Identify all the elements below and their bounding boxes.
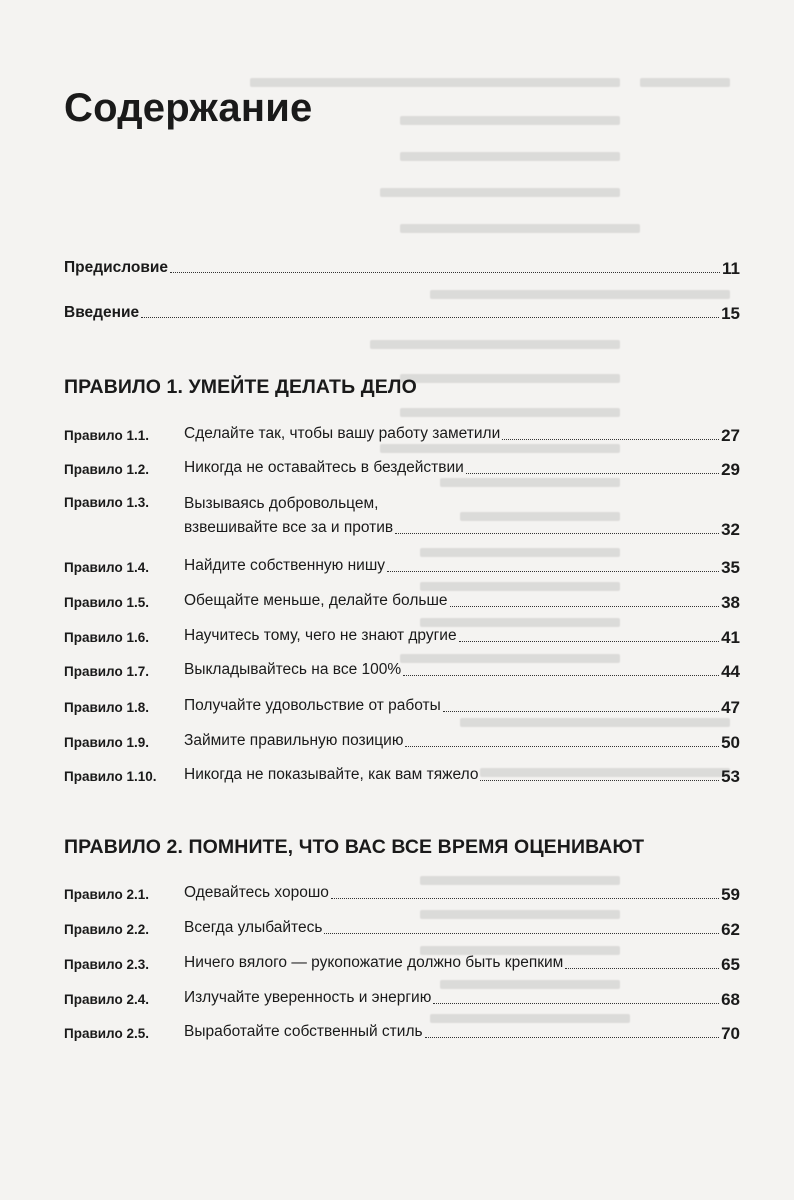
toc-entry-rule-1-8[interactable] [64, 696, 740, 716]
toc-entry-introduction[interactable] [64, 304, 740, 322]
toc-entry-rule-2-1[interactable] [64, 883, 740, 903]
rule-label: Правило 1.3. [64, 495, 149, 510]
entry-title: Научитесь тому, чего не знают другие [184, 627, 457, 644]
rule-label: Правило 1.7. [64, 663, 149, 679]
toc-entry-rule-1-5[interactable] [64, 591, 740, 611]
entry-title: Выработайте собственный стиль [184, 1023, 423, 1040]
entry-title: Введение [64, 304, 140, 321]
page-number: 11 [722, 259, 740, 278]
entry-title: Обещайте меньше, делайте больше [184, 592, 448, 609]
dot-leader [466, 473, 719, 474]
rule-label: Правило 1.1. [64, 427, 149, 443]
dot-leader [480, 780, 719, 781]
toc-entry-rule-1-2[interactable] [64, 458, 740, 478]
entry-title-line-1: Вызываясь добровольцем, [184, 495, 379, 512]
page-number: 15 [721, 304, 740, 323]
dot-leader [170, 272, 720, 273]
page-number: 68 [721, 990, 740, 1010]
rule-label: Правило 1.10. [64, 768, 157, 784]
dot-leader [565, 968, 719, 969]
dot-leader [443, 711, 719, 712]
dot-leader [331, 898, 719, 899]
section-heading-rule-2: ПРАВИЛО 2. ПОМНИТЕ, ЧТО ВАС ВСЕ ВРЕМЯ ОЦЕНИВАЮТ [64, 836, 645, 858]
entry-title: Всегда улыбайтесь [184, 919, 323, 936]
section-heading-rule-1: ПРАВИЛО 1. УМЕЙТЕ ДЕЛАТЬ ДЕЛО [64, 376, 417, 398]
toc-entry-rule-1-3[interactable] [64, 494, 740, 538]
entry-title: Займите правильную позицию [184, 732, 404, 749]
dot-leader [324, 933, 719, 934]
toc-entry-rule-2-3[interactable] [64, 953, 740, 973]
toc-entry-rule-1-4[interactable] [64, 556, 740, 576]
rule-label: Правило 1.8. [64, 699, 149, 715]
rule-label: Правило 2.4. [64, 991, 149, 1007]
dot-leader [425, 1037, 720, 1038]
dot-leader [459, 641, 720, 642]
page-number: 65 [721, 955, 740, 975]
entry-title: Сделайте так, чтобы вашу работу заметили [184, 425, 501, 442]
dot-leader [450, 606, 720, 607]
toc-entry-rule-1-7[interactable] [64, 660, 740, 680]
rule-label: Правило 2.2. [64, 921, 149, 937]
page-number: 35 [721, 558, 740, 578]
rule-label: Правило 2.5. [64, 1025, 149, 1041]
page-number: 50 [721, 733, 740, 753]
dot-leader [502, 439, 719, 440]
page-number: 32 [721, 520, 740, 540]
toc-entry-rule-2-5[interactable] [64, 1022, 740, 1042]
page-number: 41 [721, 628, 740, 648]
toc-entry-rule-2-4[interactable] [64, 988, 740, 1008]
toc-entry-rule-1-10[interactable] [64, 765, 740, 785]
entry-title: Одевайтесь хорошо [184, 884, 329, 901]
entry-title: Выкладывайтесь на все 100% [184, 661, 402, 678]
page-number: 27 [721, 426, 740, 446]
entry-title: Излучайте уверенность и энергию [184, 989, 432, 1006]
entry-title: Никогда не оставайтесь в бездействии [184, 459, 464, 476]
page-number: 29 [721, 460, 740, 480]
page-number: 53 [721, 767, 740, 787]
toc-entry-rule-1-9[interactable] [64, 731, 740, 751]
entry-title: Никогда не показывайте, как вам тяжело [184, 766, 479, 783]
rule-label: Правило 1.6. [64, 629, 149, 645]
dot-leader [387, 571, 719, 572]
page-number: 47 [721, 698, 740, 718]
rule-label: Правило 2.3. [64, 956, 149, 972]
entry-title: Предисловие [64, 259, 169, 276]
dot-leader [433, 1003, 719, 1004]
page-number: 38 [721, 593, 740, 613]
rule-label: Правило 1.5. [64, 594, 149, 610]
toc-entry-rule-2-2[interactable] [64, 918, 740, 938]
dot-leader [141, 317, 719, 318]
dot-leader [403, 675, 719, 676]
rule-label: Правило 2.1. [64, 886, 149, 902]
entry-title: Ничего вялого — рукопожатие должно быть крепким [184, 954, 564, 971]
toc-entry-rule-1-1[interactable] [64, 424, 740, 444]
dot-leader [395, 533, 719, 534]
page-number: 62 [721, 920, 740, 940]
dot-leader [405, 746, 719, 747]
rule-label: Правило 1.2. [64, 461, 149, 477]
rule-label: Правило 1.4. [64, 559, 149, 575]
page-number: 44 [721, 662, 740, 682]
entry-title: Получайте удовольствие от работы [184, 697, 441, 714]
toc-entry-preface[interactable] [64, 259, 740, 277]
entry-title-line-2: взвешивайте все за и против [184, 519, 394, 537]
page-number: 70 [721, 1024, 740, 1044]
rule-label: Правило 1.9. [64, 734, 149, 750]
page-title: Содержание [64, 86, 313, 130]
toc-entry-rule-1-6[interactable] [64, 626, 740, 646]
entry-title: Найдите собственную нишу [184, 557, 386, 574]
page-number: 59 [721, 885, 740, 905]
